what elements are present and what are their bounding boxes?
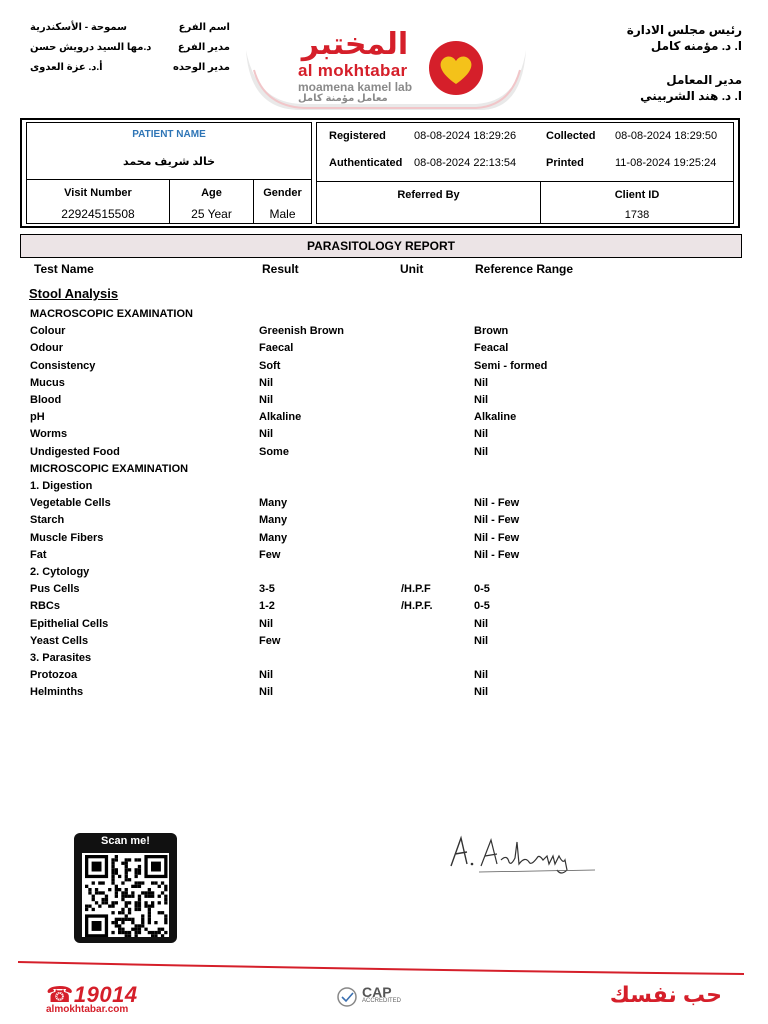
table-row bbox=[30, 409, 590, 426]
test-name: Pus Cells bbox=[30, 583, 80, 596]
cap-seal-icon bbox=[336, 986, 358, 1008]
reference-range: Brown bbox=[474, 325, 509, 338]
reference-range: Nil - Few bbox=[474, 531, 520, 544]
column-reference-range: Reference Range bbox=[475, 262, 574, 276]
result-value: Faecal bbox=[259, 342, 294, 355]
test-name: Epithelial Cells bbox=[30, 617, 109, 630]
table-row bbox=[30, 530, 590, 547]
branch-info bbox=[30, 18, 230, 78]
age-value: 25 Year bbox=[191, 207, 232, 221]
client-id-label: Client ID bbox=[614, 189, 660, 201]
branch-name-value: سموحة - الأسكندرية bbox=[30, 22, 127, 33]
unit-manager-row bbox=[30, 58, 230, 78]
table-row bbox=[30, 547, 590, 564]
report-title: PARASITOLOGY REPORT bbox=[20, 234, 742, 258]
test-name: Helminths bbox=[30, 686, 84, 699]
test-name: Yeast Cells bbox=[30, 634, 89, 647]
test-name: Odour bbox=[30, 342, 63, 355]
signature bbox=[445, 830, 605, 880]
dates-divider bbox=[317, 181, 733, 182]
lab-director-title: مدير المعامل bbox=[666, 73, 742, 87]
slogan: حب نفسك bbox=[609, 982, 722, 1007]
printed-date: 11-08-2024 19:25:24 bbox=[615, 157, 717, 169]
website-link[interactable]: almokhtabar.com bbox=[46, 1004, 129, 1015]
result-value: Alkaline bbox=[259, 411, 302, 424]
result-value: Some bbox=[259, 445, 289, 458]
reference-range: Nil bbox=[474, 634, 489, 647]
result-value: Greenish Brown bbox=[259, 325, 344, 338]
visit-number: 22924515508 bbox=[61, 207, 135, 221]
reference-range: Nil bbox=[474, 376, 489, 389]
test-name: Muscle Fibers bbox=[30, 531, 104, 544]
table-row bbox=[30, 426, 590, 443]
visit-number-label: Visit Number bbox=[64, 187, 132, 199]
registered-date: 08-08-2024 18:29:26 bbox=[414, 130, 517, 142]
section-heading bbox=[30, 478, 590, 495]
qr-pattern bbox=[82, 853, 169, 937]
table-row bbox=[30, 684, 590, 701]
referred-by-label: Referred By bbox=[397, 189, 460, 201]
heart-icon bbox=[426, 38, 486, 98]
table-row bbox=[30, 495, 590, 512]
branch-manager-label: مدير الفرع bbox=[177, 42, 230, 53]
cap-text: CAP bbox=[362, 984, 392, 1000]
column-test-name: Test Name bbox=[34, 262, 94, 276]
patient-name-label: PATIENT NAME bbox=[132, 129, 206, 140]
section-heading bbox=[30, 650, 590, 667]
test-name: pH bbox=[30, 411, 45, 424]
column-result: Result bbox=[262, 262, 299, 276]
table-row bbox=[30, 616, 590, 633]
reference-range: Nil bbox=[474, 617, 489, 630]
unit-value: /H.P.F bbox=[401, 583, 431, 596]
test-name: Protozoa bbox=[30, 669, 78, 682]
test-name: Fat bbox=[30, 548, 47, 561]
result-value: Few bbox=[259, 548, 281, 561]
section-heading-text: 1. Digestion bbox=[30, 480, 93, 492]
test-name: Worms bbox=[30, 428, 68, 441]
table-row bbox=[30, 581, 590, 598]
section-heading bbox=[30, 306, 590, 323]
section-heading-text: MICROSCOPIC EXAMINATION bbox=[30, 462, 189, 475]
phone-icon: ☎ bbox=[46, 982, 74, 1007]
column-unit: Unit bbox=[400, 262, 424, 276]
authenticated-date: 08-08-2024 22:13:54 bbox=[414, 157, 517, 169]
test-name: Starch bbox=[30, 514, 65, 527]
unit-value: /H.P.F. bbox=[401, 600, 433, 613]
board-name: ا. د. مؤمنه كامل bbox=[650, 39, 742, 53]
reference-range: Nil bbox=[474, 669, 489, 682]
collected-date: 08-08-2024 18:29:50 bbox=[615, 130, 718, 142]
table-row bbox=[30, 340, 590, 357]
result-value: Soft bbox=[259, 359, 281, 372]
test-name: Blood bbox=[30, 394, 62, 406]
table-row bbox=[30, 323, 590, 340]
registered-label: Registered bbox=[329, 130, 386, 142]
table-row bbox=[30, 392, 590, 409]
result-value: Nil bbox=[259, 669, 274, 682]
hotline-text: 19014 bbox=[73, 982, 138, 1007]
logo-subtitle-arabic: معامل مؤمنة كامل bbox=[298, 93, 388, 104]
reference-range: Nil bbox=[474, 445, 489, 458]
test-name: Colour bbox=[30, 325, 66, 338]
result-value: Few bbox=[259, 634, 281, 647]
section-heading-text: 2. Cytology bbox=[30, 566, 90, 578]
reference-range: Nil bbox=[474, 428, 489, 441]
logo-english: al mokhtabar bbox=[298, 61, 408, 80]
result-value: 3-5 bbox=[259, 583, 275, 596]
patient-name: خالد شريف محمد bbox=[122, 156, 215, 168]
reference-range: Nil - Few bbox=[474, 497, 520, 510]
age-label: Age bbox=[201, 187, 222, 199]
lab-director-name: ا. د. هند الشربيني bbox=[640, 89, 742, 103]
result-value: Nil bbox=[259, 686, 274, 699]
printed-label: Printed bbox=[546, 157, 584, 169]
cap-subtitle: ACCREDITED bbox=[362, 998, 402, 1004]
table-row bbox=[30, 633, 590, 650]
result-value: Many bbox=[259, 531, 288, 544]
branch-name-label: اسم الفرع bbox=[178, 22, 230, 33]
qr-code[interactable] bbox=[74, 833, 177, 943]
reference-range: Alkaline bbox=[474, 411, 517, 424]
reference-range: Feacal bbox=[474, 342, 509, 355]
table-row bbox=[30, 375, 590, 392]
logo-arabic: المختبر bbox=[301, 28, 409, 61]
dates-box bbox=[316, 122, 734, 224]
table-row bbox=[30, 667, 590, 684]
branch-name-row bbox=[30, 18, 230, 38]
unit-manager-label: مدير الوحده bbox=[172, 62, 230, 73]
table-row bbox=[30, 598, 590, 615]
client-id-value: 1738 bbox=[624, 209, 650, 221]
table-row bbox=[30, 512, 590, 529]
table-row bbox=[30, 444, 590, 461]
reference-range: 0-5 bbox=[474, 583, 490, 596]
test-name: Undigested Food bbox=[30, 445, 120, 458]
result-value: 1-2 bbox=[259, 600, 275, 613]
section-heading bbox=[30, 564, 590, 581]
test-name: Vegetable Cells bbox=[30, 497, 111, 510]
test-name: Mucus bbox=[30, 376, 65, 389]
reference-range: Nil bbox=[474, 686, 489, 699]
unit-manager-value: أ.د. عزة العدوى bbox=[30, 62, 103, 73]
authenticated-label: Authenticated bbox=[329, 157, 403, 169]
section-heading-text: 3. Parasites bbox=[30, 652, 92, 664]
patient-details bbox=[26, 122, 312, 224]
result-value: Nil bbox=[259, 376, 274, 389]
branch-manager-value: د.مها السيد درويش حسن bbox=[30, 42, 152, 53]
footer-curve bbox=[0, 952, 768, 982]
result-value: Many bbox=[259, 514, 288, 527]
gender-label: Gender bbox=[263, 187, 302, 199]
result-value: Nil bbox=[259, 394, 274, 406]
branch-manager-row bbox=[30, 38, 230, 58]
board-title: رئيس مجلس الادارة bbox=[626, 23, 742, 37]
section-heading bbox=[30, 461, 590, 478]
reference-range: Semi - formed bbox=[474, 359, 548, 372]
logo-subtitle: moamena kamel lab bbox=[298, 80, 413, 94]
result-value: Nil bbox=[259, 617, 274, 630]
result-value: Nil bbox=[259, 428, 274, 441]
reference-range: Nil - Few bbox=[474, 548, 520, 561]
section-heading-text: MACROSCOPIC EXAMINATION bbox=[30, 308, 193, 320]
qr-label: Scan me! bbox=[101, 835, 150, 847]
table-row bbox=[30, 358, 590, 375]
reference-range: 0-5 bbox=[474, 600, 490, 613]
collected-label: Collected bbox=[546, 130, 596, 142]
reference-range: Nil bbox=[474, 394, 489, 406]
cap-accredited-logo bbox=[336, 986, 446, 1008]
test-name: RBCs bbox=[30, 600, 60, 613]
management-info bbox=[627, 22, 742, 104]
section-title: Stool Analysis bbox=[29, 286, 119, 301]
result-value: Many bbox=[259, 497, 288, 510]
reference-range: Nil - Few bbox=[474, 514, 520, 527]
gender-value: Male bbox=[269, 207, 296, 221]
test-name: Consistency bbox=[30, 359, 96, 372]
lab-logo bbox=[240, 10, 530, 114]
patient-info-box bbox=[20, 118, 740, 228]
